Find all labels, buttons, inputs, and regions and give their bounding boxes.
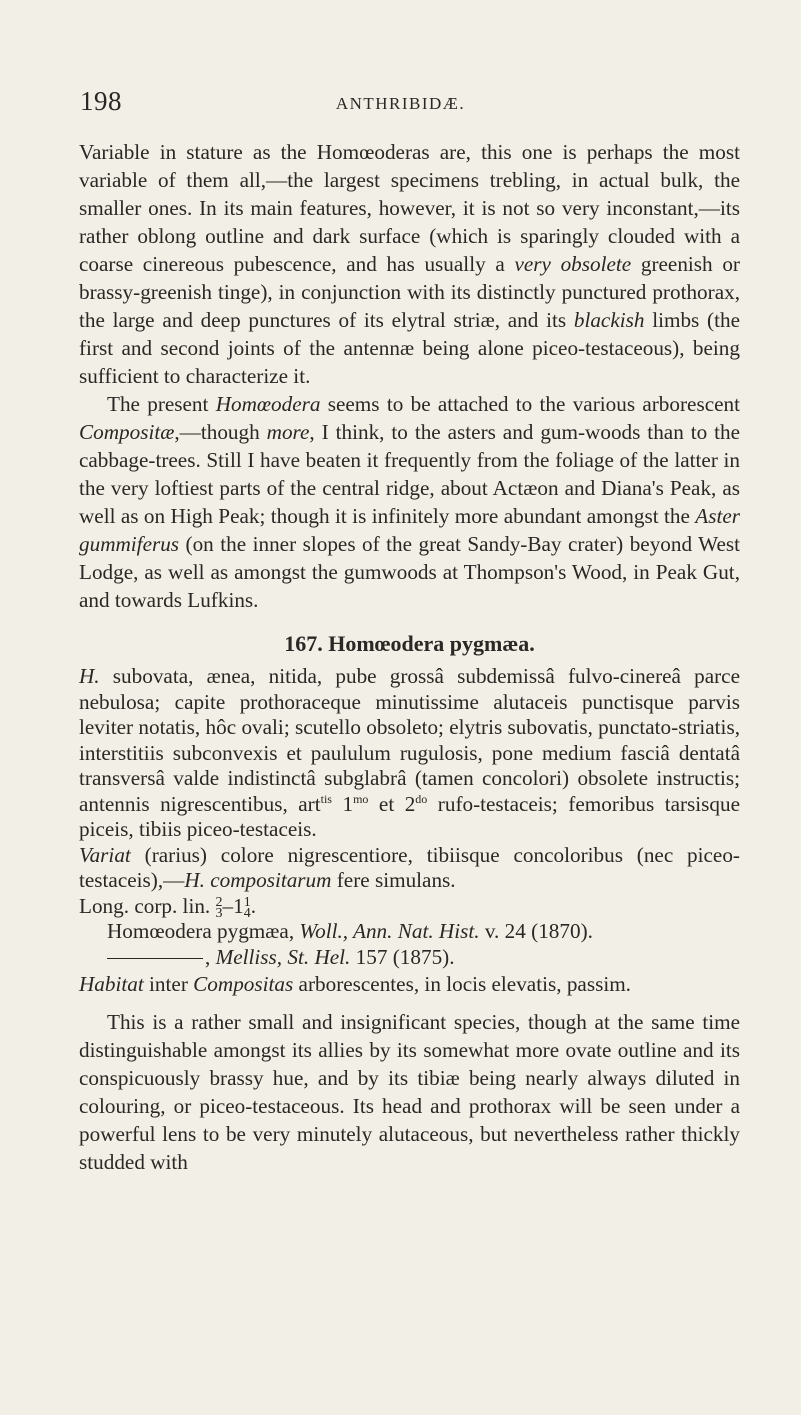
habitat-note xyxy=(79,972,740,998)
italic-run: Habitat xyxy=(79,972,144,996)
text-run: 1 xyxy=(331,791,354,816)
text-run: (rarius) colore nigrescentiore, tibiisque concoloribus (nec piceo-testaceis),— xyxy=(79,842,740,892)
text-run: limbs (the first and second joints of the antennæ being alone piceo-testaceous), being sufficient to characterize it. xyxy=(79,308,740,388)
text-run: , I think, to the asters and gum-woods than to the cabbage-trees. Still I have beaten it frequently from the foliage of the latter in the very loftiest parts of the central ridge, about Actæon and Diana's Peak, as well as on High Peak; though it is infinitely more abundant amongst the xyxy=(79,420,741,528)
paragraph-1 xyxy=(79,138,740,390)
text-run: The present xyxy=(107,392,216,416)
text-run: arborescentes, in locis elevatis, passim. xyxy=(293,972,631,996)
italic-run: Melliss, St. Hel. xyxy=(215,944,351,969)
italic-run: Aster gummiferus xyxy=(79,504,740,556)
text-run: 157 (1875). xyxy=(350,944,455,969)
superscript: tis xyxy=(320,791,332,806)
body-length xyxy=(79,894,740,920)
italic-run: H. compositarum xyxy=(184,868,332,892)
species-heading: 167. Homœodera pygmæa. xyxy=(284,631,535,656)
paragraph-2 xyxy=(79,390,740,614)
paragraph-3: This is a rather small and insignificant species, though at the same time distinguishable amongst its allies by its somewhat more ovate outline and its conspicuously brassy hue, and by its tibiæ being nearly always diluted in colouring, or piceo-testaceous. Its head and prothorax will be seen under a powerful lens to be very minutely alutaceous, but nevertheless rather thickly studded with xyxy=(79,1009,740,1174)
fraction xyxy=(243,894,251,921)
text-run: ,—though xyxy=(174,420,267,444)
fraction-denominator: 4 xyxy=(243,905,251,921)
reference-1 xyxy=(79,919,740,945)
italic-run: H. xyxy=(79,664,100,688)
ditto-dash xyxy=(107,958,203,959)
body-text xyxy=(79,138,740,1176)
text-run: Long. corp. lin. xyxy=(79,893,216,918)
text-run: inter xyxy=(143,972,194,996)
italic-run: blackish xyxy=(573,308,645,332)
text-run: Variable in stature as the Homœoderas are, this one is perhaps the most variable of them all,—the largest specimens trebling, in actual bulk, the smaller ones. In its main features, however, it is not so very inconstant,—its rather oblong outline and dark surface (which is sparingly clouded with a coarse cinereous pubescence, and has usually a xyxy=(79,140,740,276)
text-run: Homœodera pygmæa, xyxy=(107,919,300,943)
text-run: rufo-testaceis; femoribus tarsisque piceis, tibiis piceo-testaceis. xyxy=(79,791,741,841)
superscript: do xyxy=(415,791,428,806)
italic-run: Compositas xyxy=(193,972,294,996)
italic-run: Compositæ xyxy=(79,420,175,444)
italic-run: Homœodera xyxy=(215,392,321,416)
fraction xyxy=(215,894,223,921)
text-run: seems to be attached to the various arborescent xyxy=(320,392,740,416)
text-run: v. 24 (1870). xyxy=(479,919,593,943)
fraction-numerator: 2 xyxy=(215,894,223,910)
text-run: . xyxy=(250,893,257,918)
fraction-numerator: 1 xyxy=(243,894,251,910)
superscript: mo xyxy=(353,791,369,806)
fraction-denominator: 3 xyxy=(215,905,223,921)
text-run: et 2 xyxy=(368,791,416,816)
page-header xyxy=(0,86,801,116)
page-number: 198 xyxy=(80,86,122,116)
running-head: ANTHRIBIDÆ. xyxy=(335,94,466,113)
text-run: –1 xyxy=(222,893,244,918)
text-run: subovata, ænea, nitida, pube grossâ subdemissâ fulvo-cinereâ parce nebulosa; capite prothoraceque minutissime alutaceis punctisque parvis leviter notatis, hôc ovali; scutello obsoleto; elytris subovatis, punctato-striatis, interstitiis subconvexis et paululum rugulosis, pone medium fasciâ dentatâ transversâ valde indistinctâ subglabrâ (tamen concolori) obsolete instructis; antennis nigrescentibus, art xyxy=(79,664,740,816)
reference-2 xyxy=(79,945,740,971)
italic-run: very obsolete xyxy=(514,252,632,276)
text-run: fere simulans. xyxy=(331,868,456,892)
variat-note xyxy=(79,843,740,894)
spacer xyxy=(79,998,740,1008)
latin-description xyxy=(79,664,740,843)
text-run: greenish or brassy-greenish tinge), in conjunction with its distinctly punctured prothorax, the large and deep punctures of its elytral striæ, and its xyxy=(79,252,740,332)
italic-run: Woll., Ann. Nat. Hist. xyxy=(299,919,480,943)
italic-run: Variat xyxy=(79,842,131,867)
text-run: (on the inner slopes of the great Sandy-Bay crater) beyond West Lodge, as well as amongst the gumwoods at Thompson's Wood, in Peak Gut, and towards Lufkins. xyxy=(79,532,740,612)
italic-run: more xyxy=(266,420,310,444)
text-run: , xyxy=(205,944,216,969)
